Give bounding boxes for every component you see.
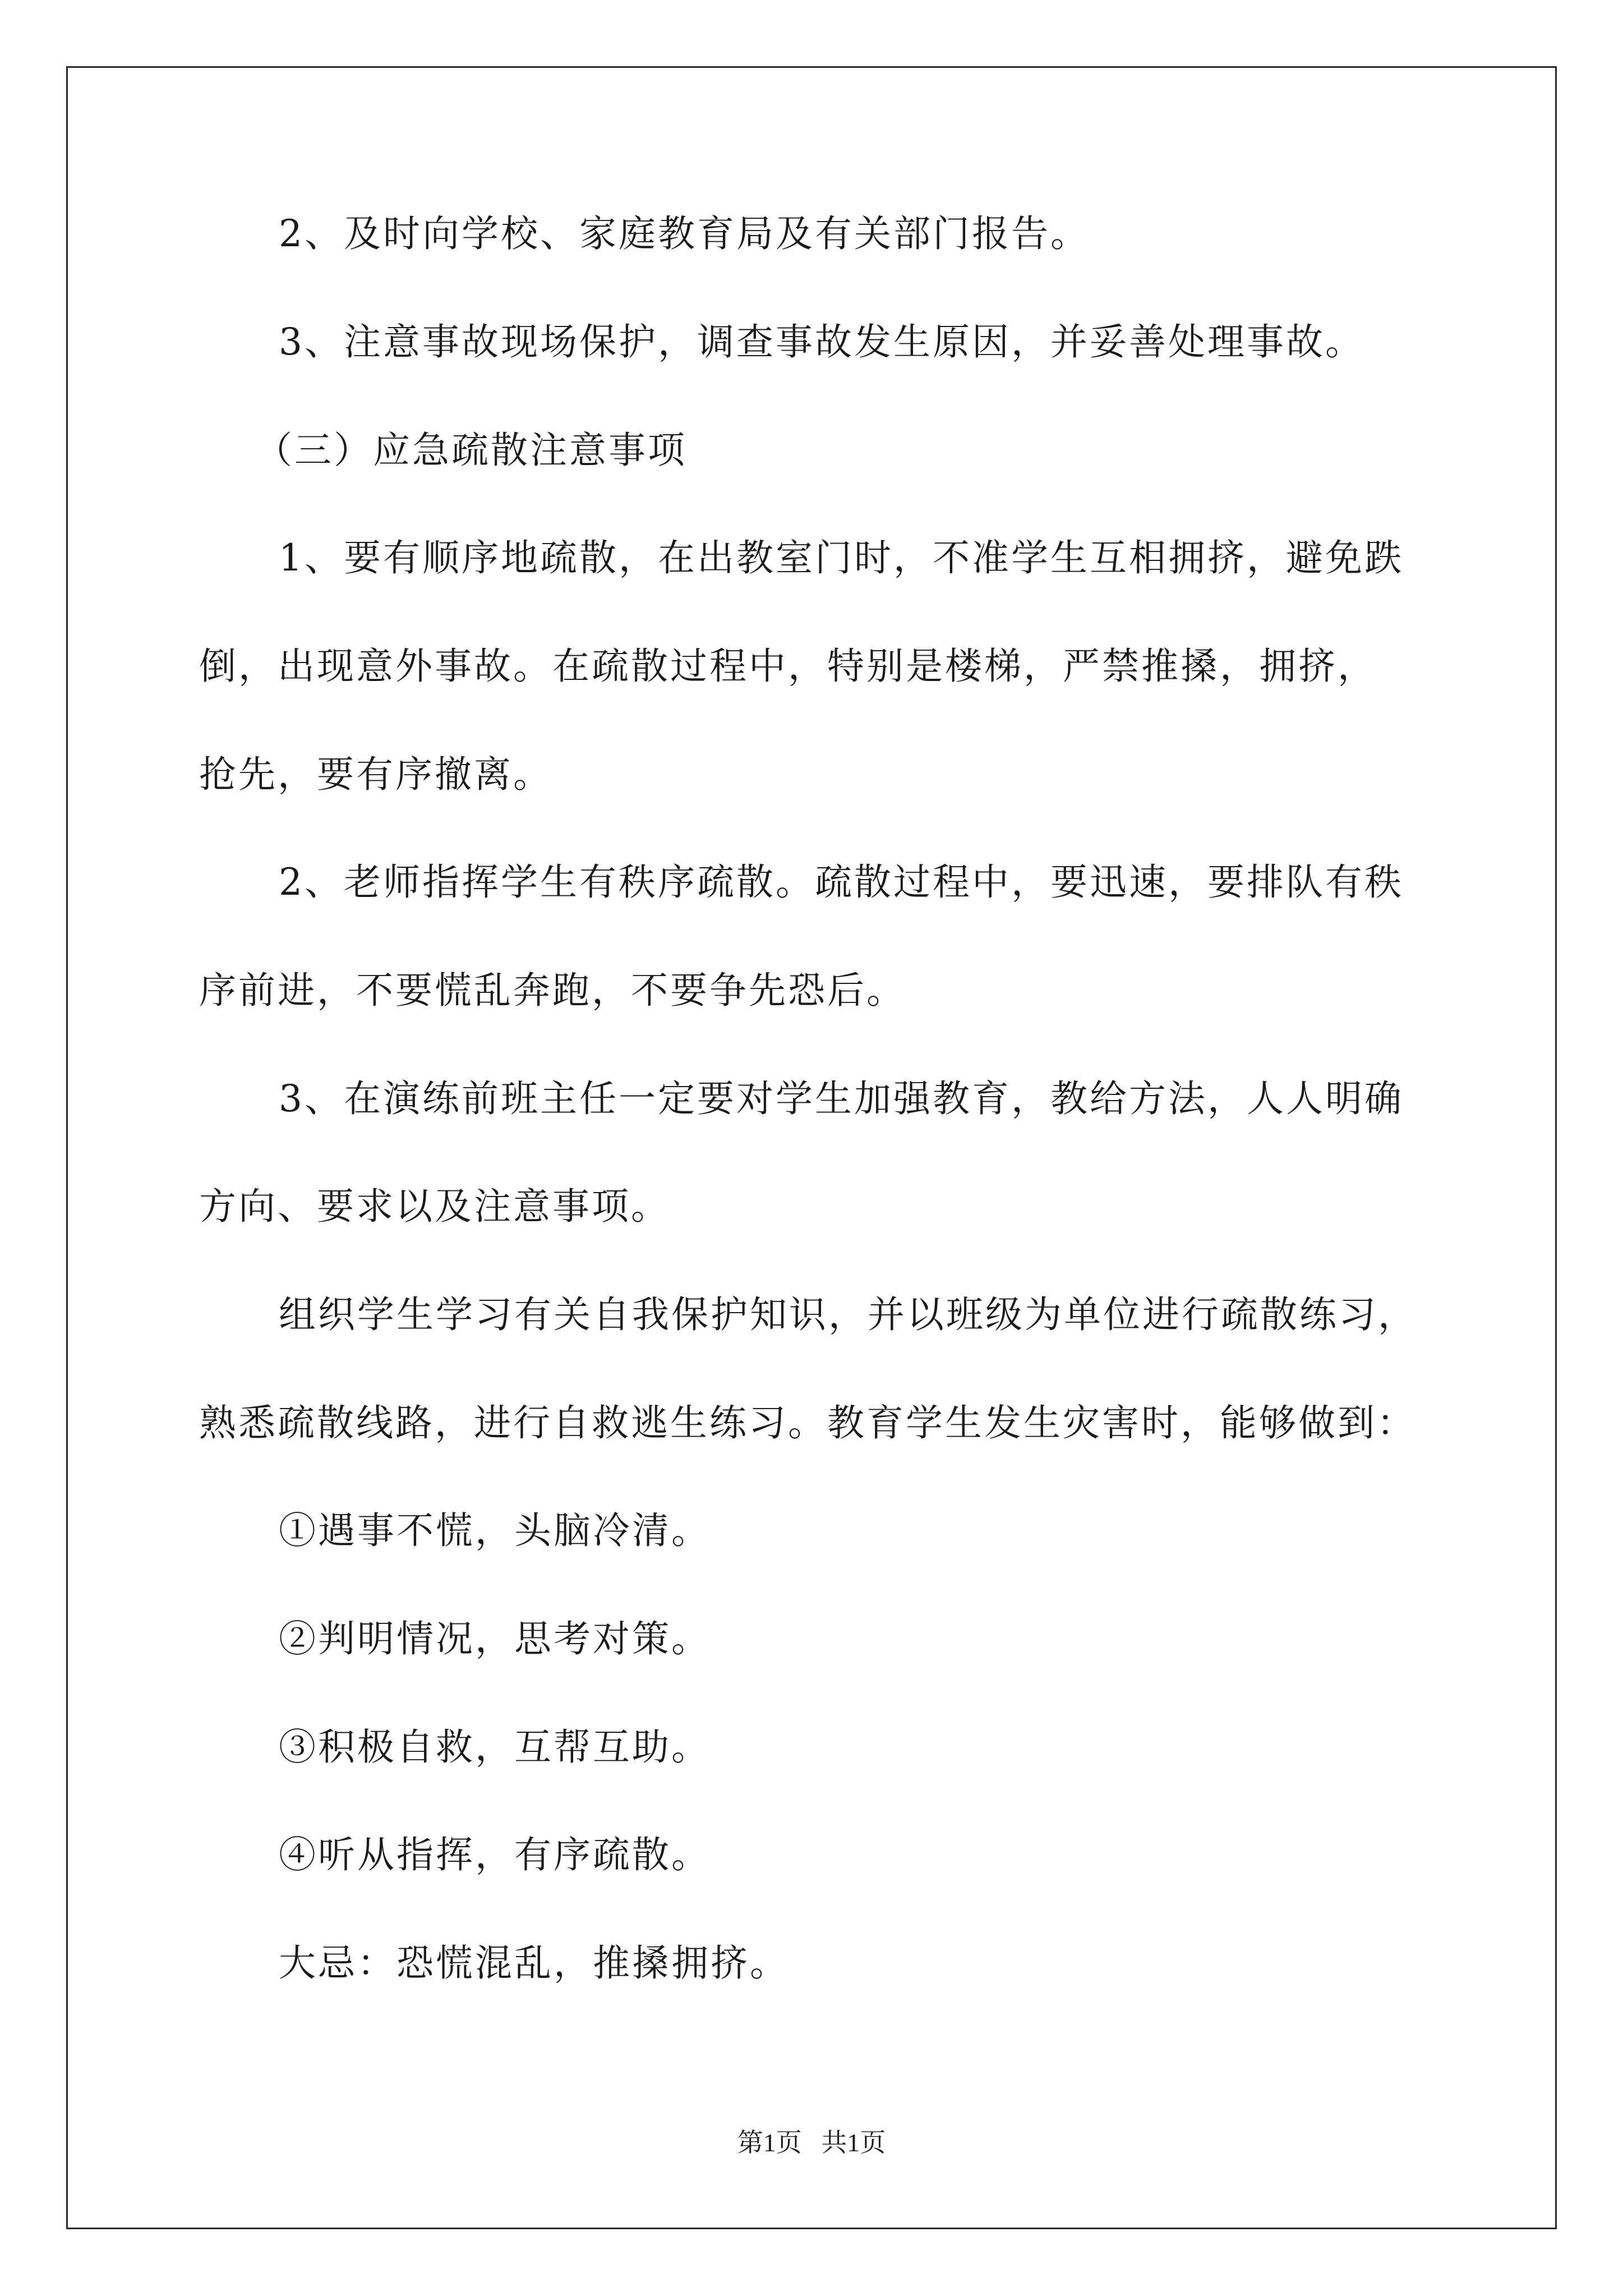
paragraph-line: 2、老师指挥学生有秩序疏散。疏散过程中，要迅速，要排队有秩: [279, 861, 1404, 904]
paragraph-line: 大忌：恐慌混乱，推搡拥挤。: [279, 1941, 789, 1985]
page-border: [66, 66, 1557, 2229]
paragraph-line: 3、注意事故现场保护，调查事故发生原因，并妥善处理事故。: [279, 320, 1364, 364]
list-item: ①遇事不慌，头脑冷清。: [279, 1509, 711, 1552]
page-number-footer: 第1页 共1页: [737, 2128, 886, 2157]
paragraph-line: 1、要有顺序地疏散，在出教室门时，不准学生互相拥挤，避免跌: [279, 536, 1404, 579]
paragraph-line: 熟悉疏散线路，进行自救逃生练习。教育学生发生灾害时，能够做到：: [199, 1401, 1416, 1444]
paragraph-line: 抢先，要有序撤离。: [199, 753, 552, 796]
paragraph-line: 序前进，不要慌乱奔跑，不要争先恐后。: [199, 969, 906, 1012]
paragraph-line: 倒，出现意外事故。在疏散过程中，特别是楼梯，严禁推搡，拥挤，: [199, 645, 1377, 688]
paragraph-line: 2、及时向学校、家庭教育局及有关部门报告。: [279, 212, 1090, 255]
paragraph-line: 组织学生学习有关自我保护知识，并以班级为单位进行疏散练习，: [279, 1293, 1417, 1336]
list-item: ③积极自救，互帮互助。: [279, 1726, 711, 1769]
list-item: ②判明情况，思考对策。: [279, 1617, 711, 1660]
section-heading: （三）应急疏散注意事项: [255, 429, 687, 472]
paragraph-line: 方向、要求以及注意事项。: [199, 1185, 670, 1228]
list-item: ④听从指挥，有序疏散。: [279, 1833, 711, 1876]
paragraph-line: 3、在演练前班主任一定要对学生加强教育，教给方法，人人明确: [279, 1077, 1404, 1120]
